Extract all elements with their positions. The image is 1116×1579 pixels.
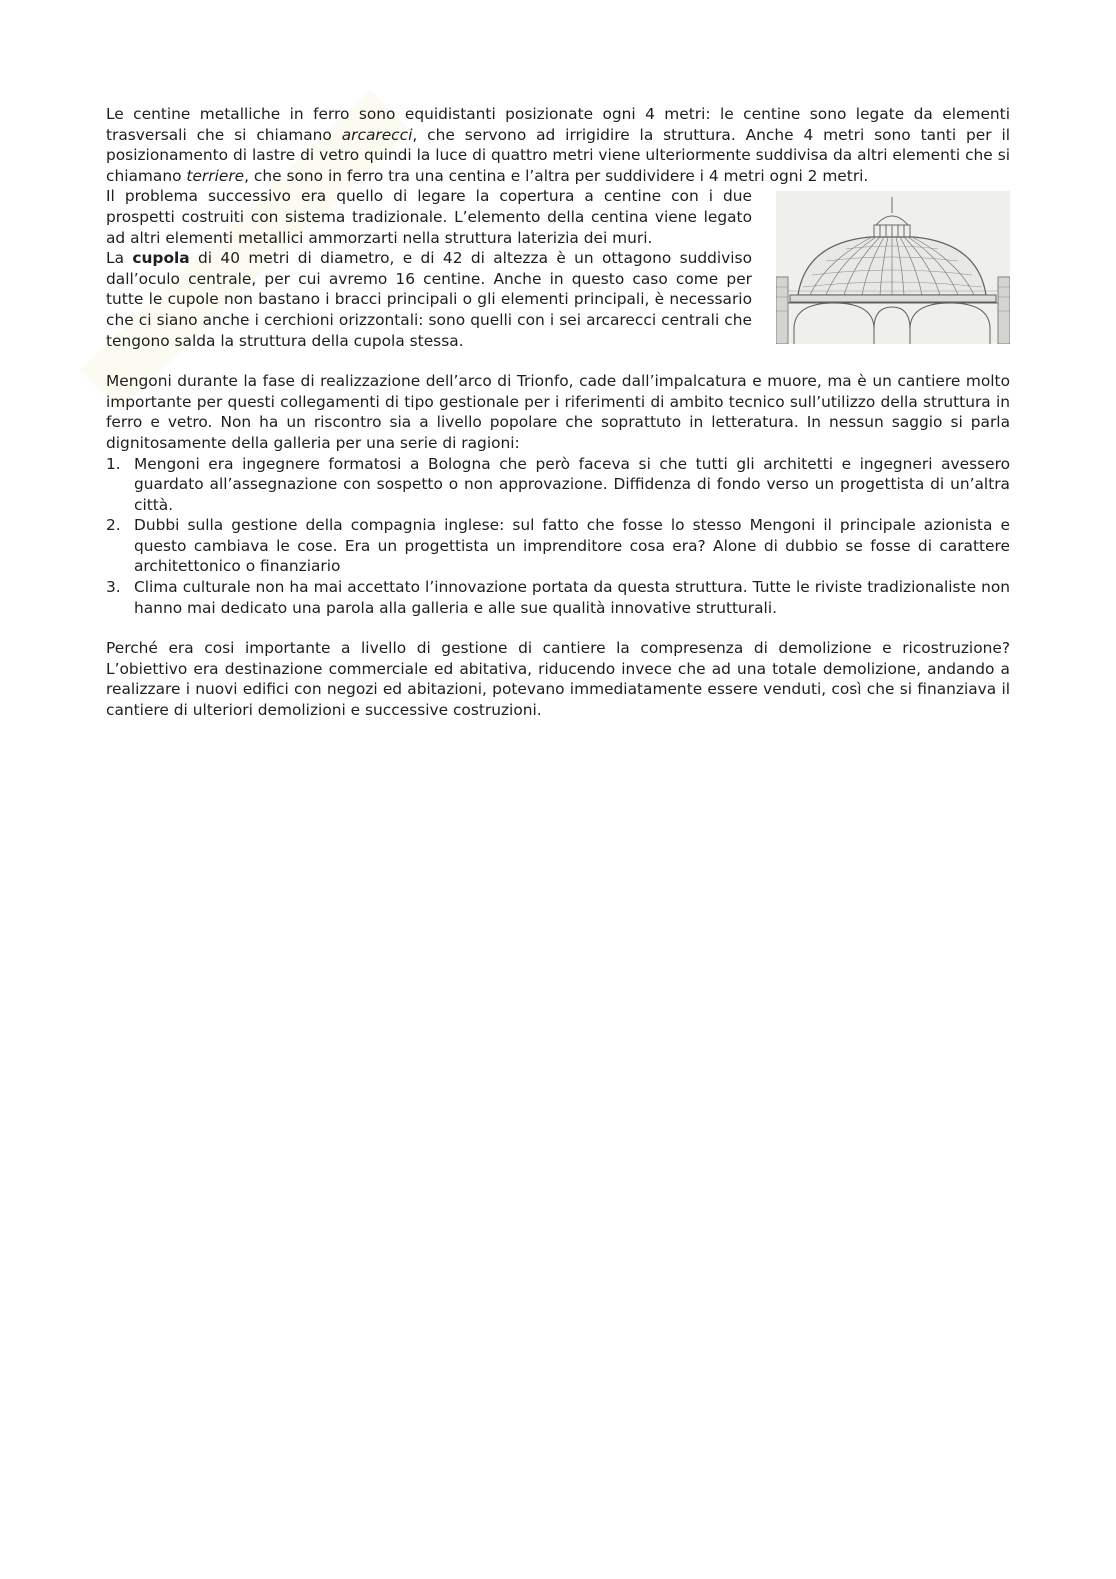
- term-terriere: terriere: [186, 166, 245, 185]
- paragraph-text: Le centine metalliche in ferro sono equidistanti posizionate ogni 4 metri: le centine sono legate da elementi trasversali che si chiamano: [106, 105, 1010, 144]
- paragraph-text: di 40 metri di diametro, e di 42 di altezza è un ottagono suddiviso dall’oculo centrale, per cui avremo 16 centine. Anche in questo caso come per tutte le cupole non bastano i bracci principali o gli elementi principali, è necessario che ci siano anche i cerchioni orizzontali: sono quelli con i sei arcarecci centrali che tengono salda la struttura della cupola stessa.: [106, 249, 752, 350]
- dome-drawing-image: [776, 191, 1010, 344]
- list-number: 3.: [106, 578, 121, 597]
- paragraph-centine: [106, 104, 1010, 186]
- paragraph-gap: [106, 351, 1010, 371]
- paragraph-problema: Il problema successivo era quello di legare la copertura a centine con i due prospetti costruiti con sistema tradizionale. L’elemento della centina viene legato ad altri elementi metallici ammorzarti nella struttura laterizia dei muri.: [106, 187, 752, 247]
- paragraph-text: , che servono ad irrigidire la struttura. Anche 4 metri sono tanti per il posizionamento di lastre di vetro quindi la luce di quattro metri viene ulteriormente suddivisa da altri elementi che si chiamano: [106, 125, 1010, 185]
- list-item-text: Dubbi sulla gestione della compagnia inglese: sul fatto che fosse lo stesso Mengoni il principale azionista e questo cambiava le cose. Era un progettista un imprenditore cosa era? Alone di dubbio se fosse di carattere architettonico o finanziario: [134, 516, 1010, 576]
- dome-section: [106, 186, 1010, 351]
- paragraph-text: La: [106, 249, 133, 268]
- list-number: 2.: [106, 516, 121, 535]
- list-item-text: Mengoni era ingegnere formatosi a Bologna che però faceva si che tutti gli architetti e ingegneri avessero guardato all’assegnazione con sospetto o non approvazione. Diffidenza di fondo verso un progettista di un’altra città.: [134, 454, 1010, 514]
- list-number: 1.: [106, 454, 121, 473]
- paragraph-gap: [106, 618, 1010, 638]
- list-item: [106, 454, 1010, 516]
- paragraph-demolizione: Perché era cosi importante a livello di gestione di cantiere la compresenza di demolizione e ricostruzione? L’obiettivo era destinazione commerciale ed abitativa, riducendo invece che ad una totale demolizione, andando a realizzare i nuovi edifici con negozi ed abitazioni, potevano immediatamente essere venduti, così che si finanziava il cantiere di ulteriori demolizioni e successive costruzioni.: [106, 639, 1010, 720]
- dome-section-text: [106, 186, 752, 351]
- paragraph-cupola: [106, 248, 752, 351]
- list-item: [106, 577, 1010, 618]
- paragraph-text: , che sono in ferro tra una centina e l’altra per suddividere i 4 metri ogni 2 metri.: [244, 166, 869, 185]
- paragraph-mengoni: Mengoni durante la fase di realizzazione dell’arco di Trionfo, cade dall’impalcatura e muore, ma è un cantiere molto importante per questi collegamenti di tipo gestionale per i riferimenti di ambito tecnico sull’utilizzo della struttura in ferro e vetro. Non ha un riscontro sia a livello popolare che soprattuto in letteratura. In nessun saggio si parla dignitosamente della galleria per una serie di ragioni:: [106, 372, 1010, 452]
- list-item-text: Clima culturale non ha mai accettato l’innovazione portata da questa struttura. Tutte le riviste tradizionaliste non hanno mai dedicato una parola alla galleria e alle sue qualità innovative strutturali.: [134, 578, 1010, 617]
- list-item: [106, 515, 1010, 577]
- reasons-list: [106, 454, 1010, 619]
- term-cupola: cupola: [132, 249, 190, 268]
- term-arcarecci: arcarecci: [341, 125, 413, 144]
- document-body: [106, 104, 1010, 721]
